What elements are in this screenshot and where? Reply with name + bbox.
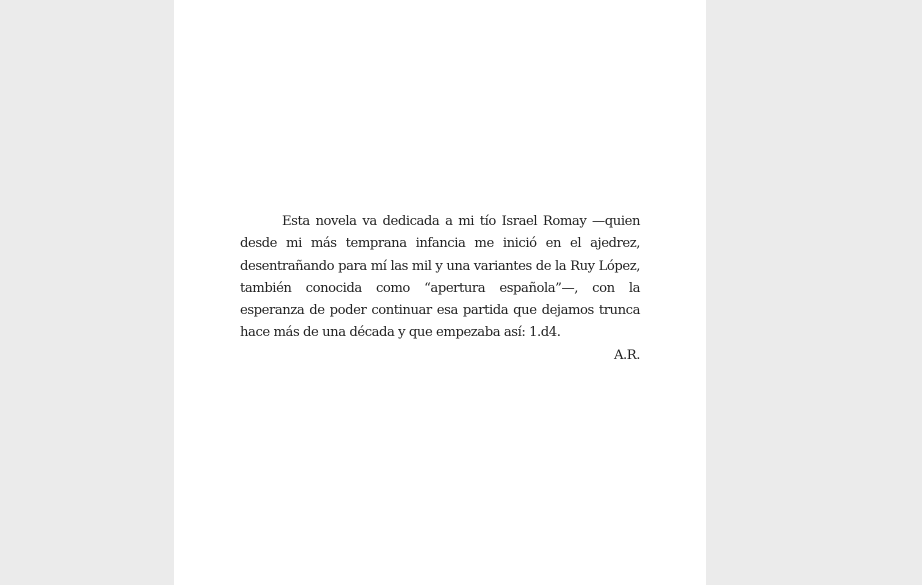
dedication-text: Esta novela va dedicada a mi tío Israel Romay —quien desde mi más temprana infancia me inició en el ajedrez, desentrañando para mí las mil y una variantes de la Ruy López, también conocida como “apertura española”—, con la esperanza de poder continuar esa partida que dejamos trunca hace más de una década y que empezaba así: 1.d4. <box>240 214 640 341</box>
page <box>174 0 706 585</box>
signature-initials: A.R. <box>613 347 640 363</box>
dedication-block <box>240 211 640 367</box>
